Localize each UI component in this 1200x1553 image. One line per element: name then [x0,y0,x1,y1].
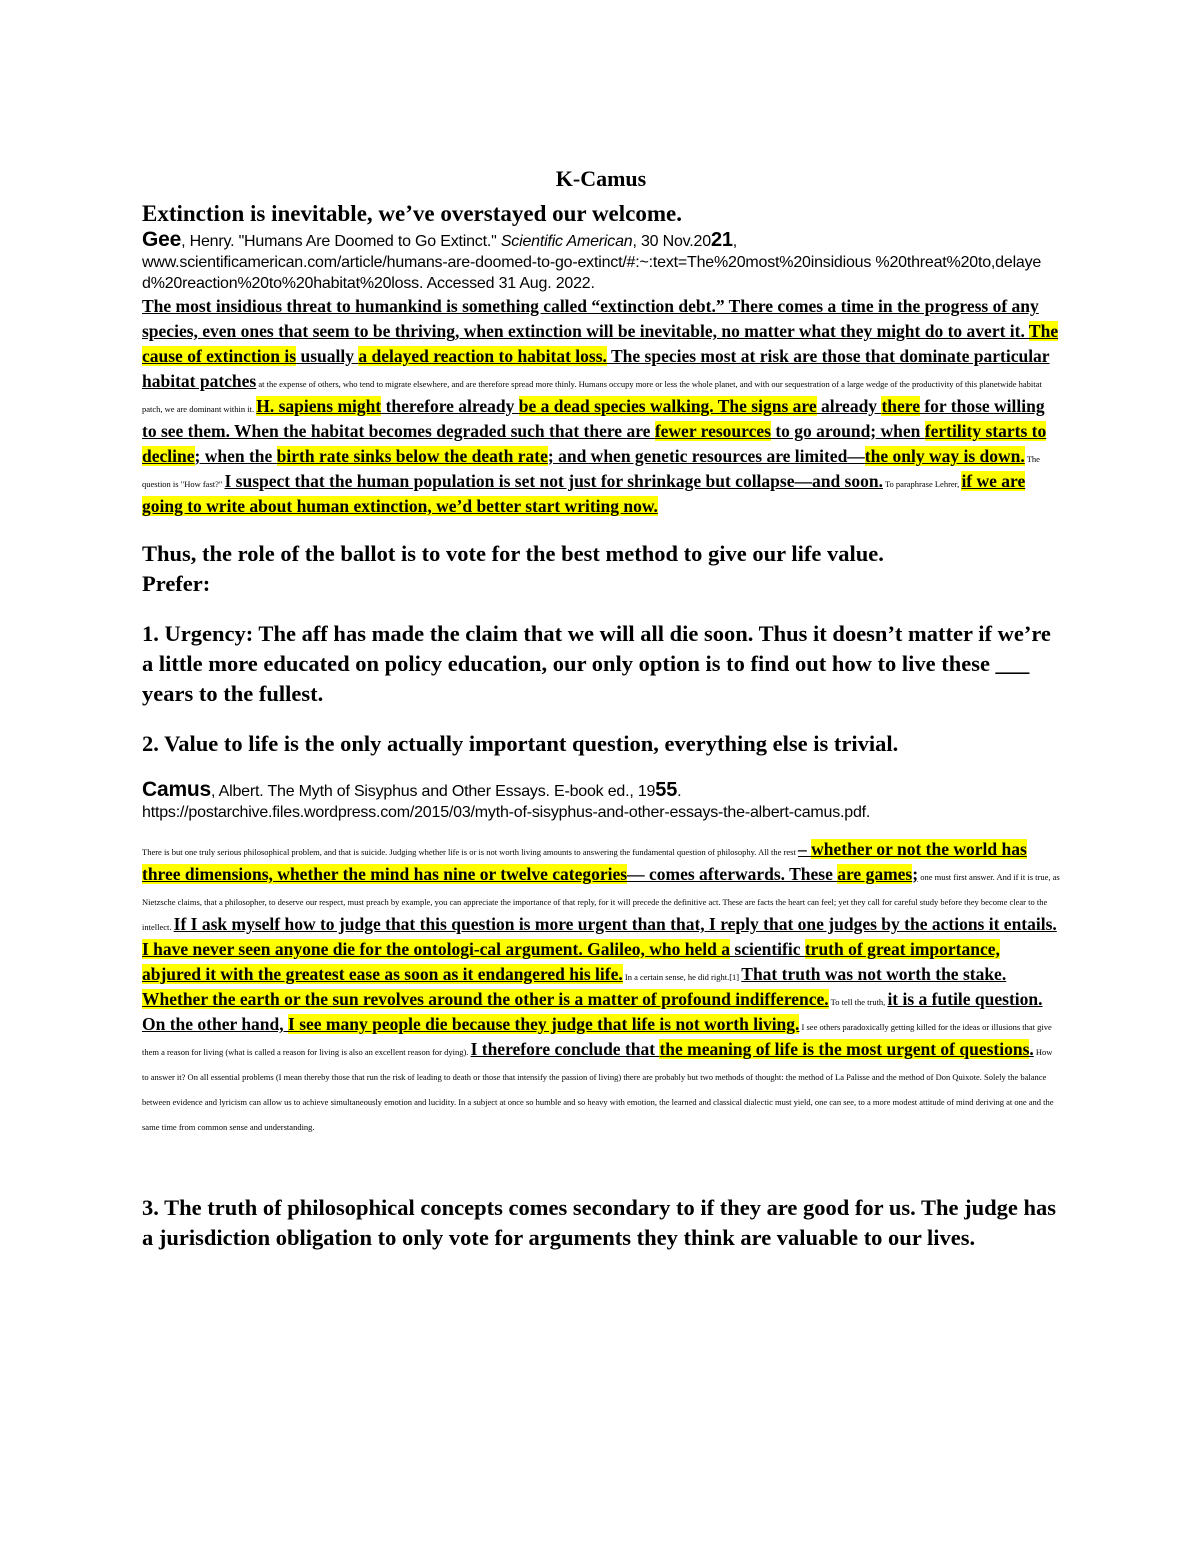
citation-year: 55 [655,779,678,801]
citation-author: Camus [142,778,212,801]
card-underlined: therefore already [381,396,519,416]
citation-camus [142,779,1060,823]
prefer-heading: Prefer: [142,571,211,596]
card-highlight: the only way is down. [864,446,1025,466]
card-highlight: I see many people die because they judge that life is not worth living. [288,1014,800,1034]
card-highlight: the meaning of life is the most urgent of questions [659,1039,1030,1059]
citation-text: . [677,783,682,800]
card-highlight: be a dead species walking. The signs are [518,396,817,416]
card-small-text: at the expense of others, who tend to migrate elsewhere, and are therefore spread more thinly. Humans occupy more or less the whole planet, and with our sequestration of a large wedge of the productivity of this planetwide habitat patch, we are dominant within it. [142,379,1042,414]
card-highlight: The cause of extinction is [142,321,1059,366]
card-text-gee [142,294,1060,519]
card-underlined: ; and when genetic resources are limited— [547,446,865,466]
card-highlight: fertility starts to decline [142,421,1047,466]
citation-url[interactable]: www.scientificamerican.com/article/humans-are-doomed-to-go-extinct/#:~:text=The%20most%20insidious %20threat%20to,delayed%20reaction%20to%20habitat%20loss. [142,254,1042,292]
card-underlined: to go around; when [770,421,925,441]
card-highlight: whether or not the world has three dimensions, whether the mind has nine or twelve categories [142,839,1027,884]
card-highlight: I have never seen anyone die for the ontologi-cal argument. Galileo, who held a [142,939,731,959]
card-underlined: usually [296,346,359,366]
citation-text: , Albert. The Myth of Sisyphus and Other Essays. E-book ed., 19 [211,783,656,800]
card-small-text: How to answer it? On all essential problems (I mean thereby those that run the risk of leading to death or those that intensify the passion of living) there are probably but two methods of thought: the method of La Palisse and the method of Don Quixote. Solely the balance between evidence and lyricism can allow us to achieve simultaneously emotion and lucidity. In a subject at once so humble and so heavy with emotion, the learned and classical dialectic must yield, one can see, to a more modest attitude of mind deriving at one and the same time from common sense and understanding. [142,1047,1054,1132]
card-underlined: I therefore conclude that [470,1039,660,1059]
citation-text: , [732,233,738,250]
argument-3: 3. The truth of philosophical concepts comes secondary to if they are good for us. The judge has a jurisdiction obligation to only vote for arguments they think are valuable to our lives. [142,1195,1056,1250]
card-underlined: . [1029,1039,1034,1059]
card-underlined: — comes afterwards. These [627,864,838,884]
page-title: K-Camus [555,166,647,191]
role-of-ballot: Thus, the role of the ballot is to vote for the best method to give our life value. [142,541,884,566]
card-underlined: for those willing to see them. When the habitat becomes degraded such that there are [142,396,1045,441]
card-underlined: ; [912,864,919,884]
card-small-text: I see others paradoxically getting killed for the ideas or illusions that give them a reason for living (what is called a reason for living is also an excellent reason for dying). [142,1022,1052,1057]
citation-year: 21 [710,229,733,251]
card-highlight: if we are going to write about human extinction, we’d better start writing now. [142,471,1026,516]
card-highlight: a delayed reaction to habitat loss. [358,346,607,366]
card-underlined: The species most at risk are those that dominate particular habitat patches [142,346,1050,391]
document-body [142,165,1060,1253]
card-underlined: If I ask myself how to judge that this question is more urgent than that, I reply that one judges by the actions it entails. [173,914,1057,934]
card-small-text: There is but one truly serious philosophical problem, and that is suicide. Judging whether life is or is not worth living amounts to answering the fundamental question of philosophy. All the rest [142,847,798,857]
card-highlight: Whether the earth or the sun revolves around the other is a matter of profound indifference. [142,989,829,1009]
card-underlined: ; when the [194,446,277,466]
card-underlined: That truth was not worth the stake. [741,964,1007,984]
citation-url[interactable]: https://postarchive.files.wordpress.com/2015/03/myth-of-sisyphus-and-other-essays-the-albert-camus.pdf. [142,804,871,821]
citation-author: Gee [142,228,182,251]
card-underlined: The most insidious threat to humankind is something called “extinction debt.” There comes a time in the progress of any species, even ones that seem to be thriving, when extinction will be inevitable, no matter what they might do to avert it. [142,296,1039,341]
citation-accessed: Accessed 31 Aug. 2022. [423,275,595,292]
citation-gee [142,229,1060,294]
card-small-text: one must first answer. And if it is true, as Nietzsche claims, that a philosopher, to deserve our respect, must preach by example, you can appreciate the importance of that reply, for it will precede the definitive act. These are facts the heart can feel; yet they call for careful study before they become clear to the intellect. [142,872,1060,932]
card-highlight: truth of great importance, abjured it with the greatest ease as soon as it endangered his life. [142,939,1000,984]
argument-1: 1. Urgency: The aff has made the claim that we will all die soon. Thus it doesn’t matter if we’re a little more educated on policy education, our only option is to find out how to live these ___ years to the fullest. [142,621,1051,706]
card-highlight: are games [837,864,913,884]
card-highlight: birth rate sinks below the death rate [276,446,548,466]
card-underlined: already [816,396,882,416]
card-highlight: fewer resources [654,421,771,441]
card-underlined: it is a futile question. On the other hand, [142,989,1043,1034]
card-underlined: scientific [730,939,805,959]
card-text-camus [142,837,1060,1137]
card-small-text: To paraphrase Lehrer, [882,479,962,489]
card-small-text: In a certain sense, he did right.[1] [622,972,742,982]
card-small-text: To tell the truth, [828,997,888,1007]
card-highlight: there [881,396,920,416]
citation-text: , Henry. "Humans Are Doomed to Go Extinct." [181,233,501,250]
argument-2: 2. Value to life is the only actually important question, everything else is trivial. [142,731,899,756]
card-highlight: H. sapiens might [256,396,382,416]
card-tag-extinction: Extinction is inevitable, we’ve overstayed our welcome. [142,201,682,226]
citation-text: , 30 Nov.20 [632,233,711,250]
card-underlined: – [797,839,812,859]
citation-journal: Scientific American [500,233,633,250]
card-small-text: The question is "How fast?" [142,454,1040,489]
card-underlined: I suspect that the human population is set not just for shrinkage but collapse—and soon. [224,471,883,491]
